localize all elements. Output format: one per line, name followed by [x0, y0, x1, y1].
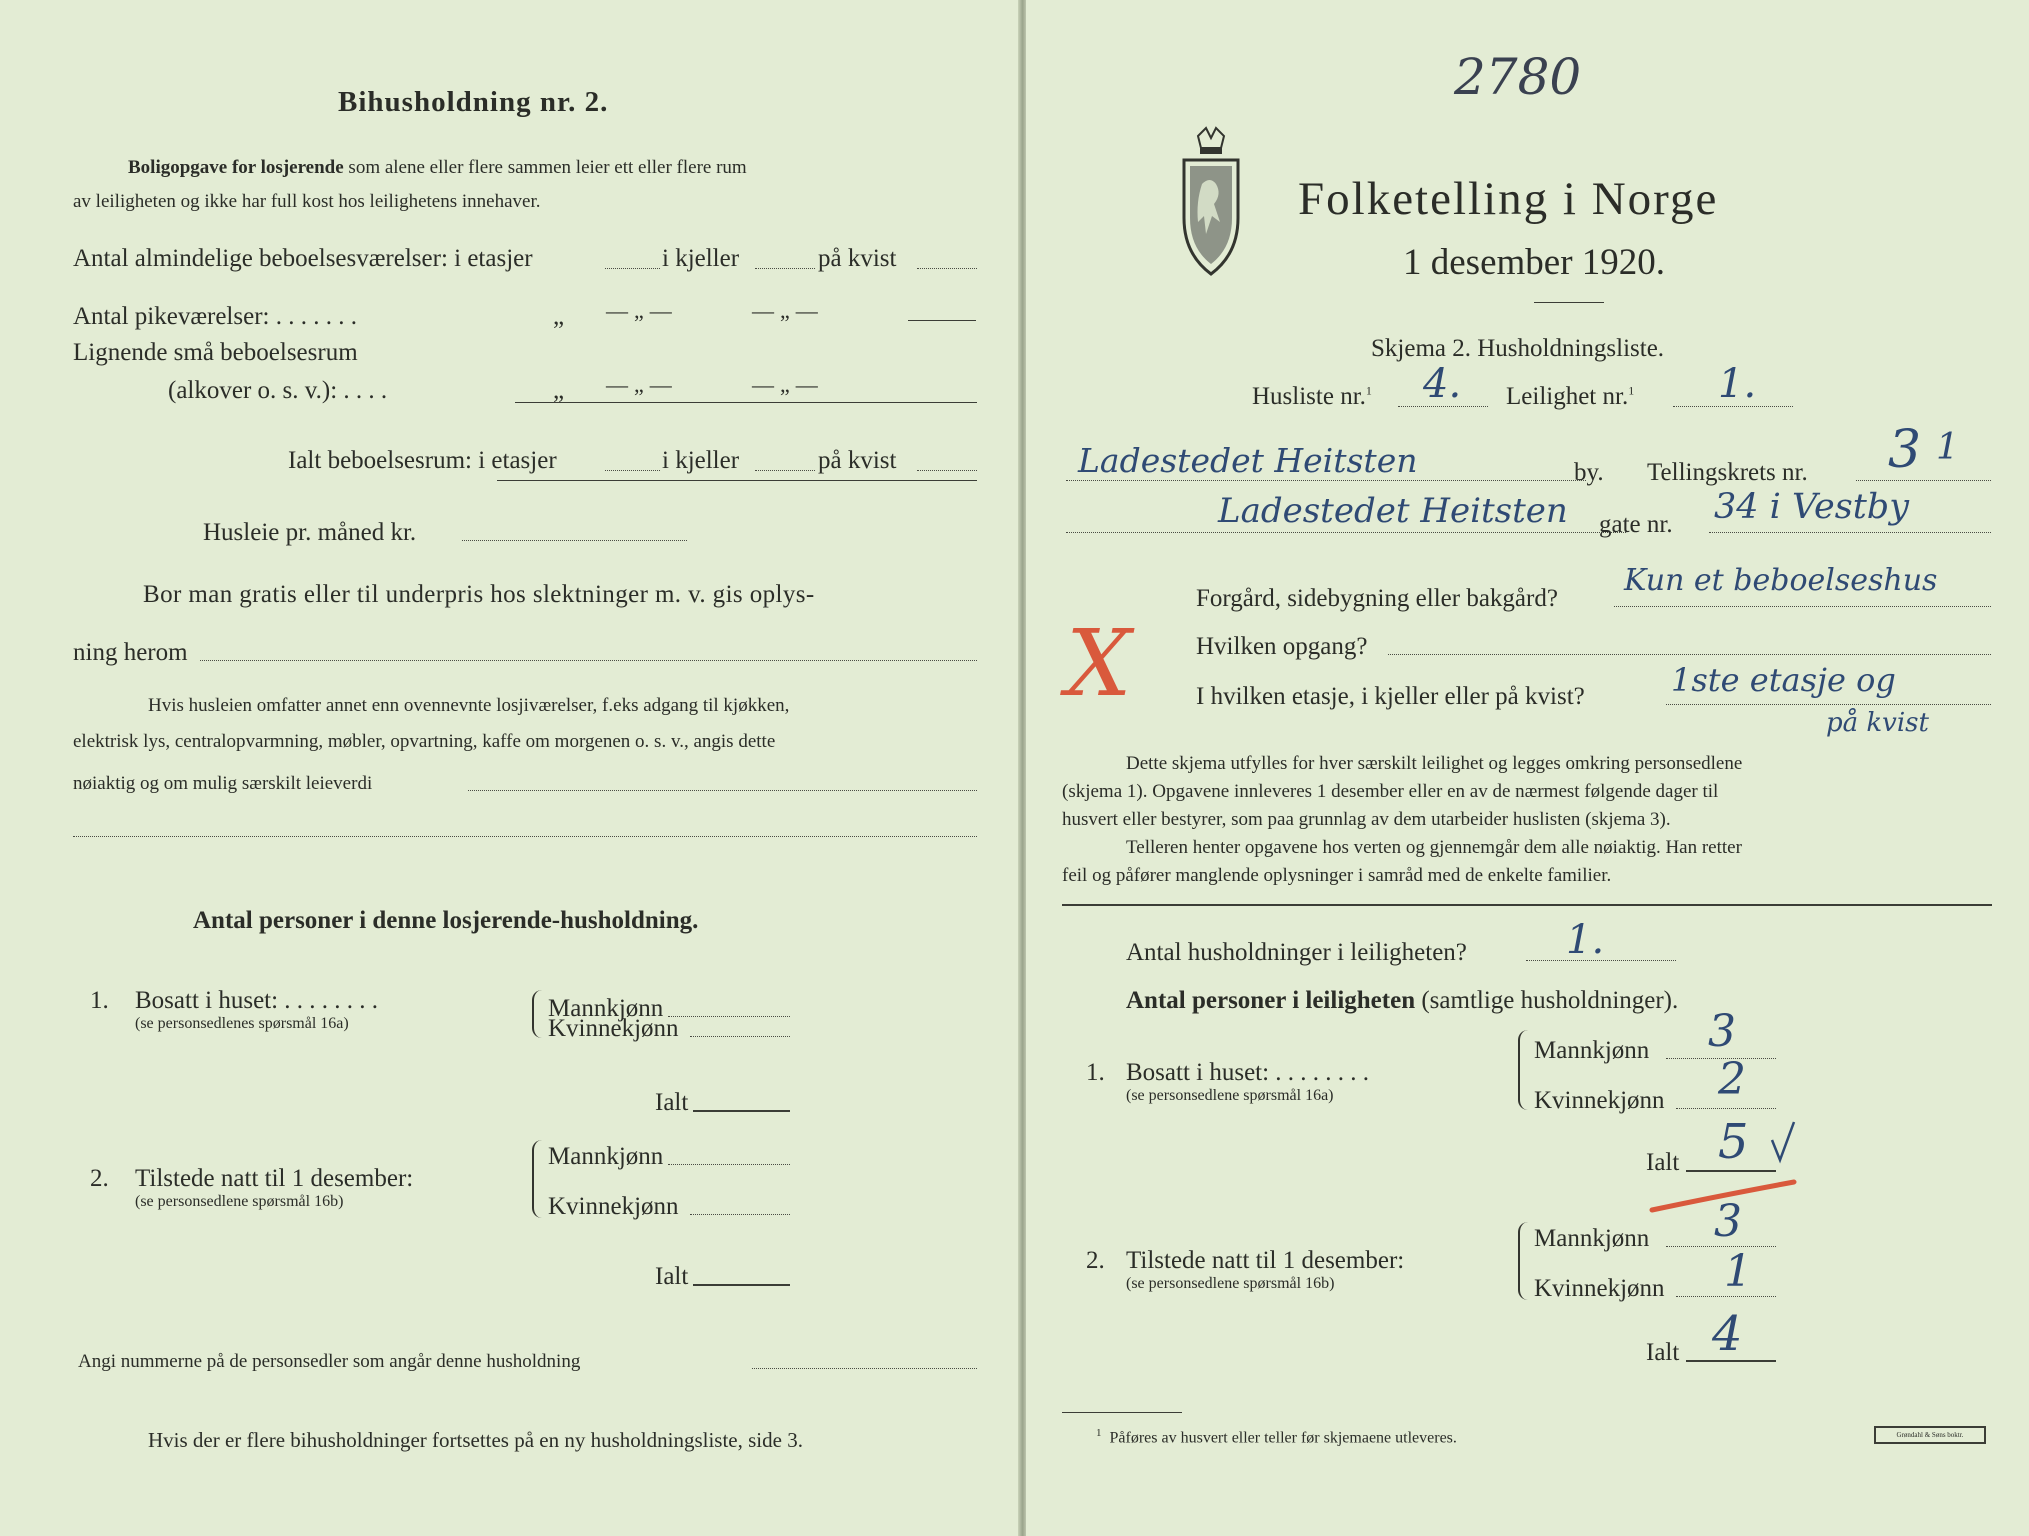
gate-value[interactable]: Ladestedet Heitsten — [1218, 491, 1568, 531]
husliste-label — [1252, 384, 1372, 409]
antal-hush-value[interactable]: 1. — [1566, 917, 1605, 963]
q1-kvinne-label: Kvinnekjønn — [1534, 1087, 1665, 1114]
q1-kvinne-label: Kvinnekjønn — [548, 1015, 679, 1042]
printer-stamp-text: Grøndahl & Søns boktr. — [1896, 1431, 1964, 1439]
schema-label: Skjema 2. Husholdningsliste. — [1371, 335, 1665, 362]
tellingskrets-line — [1856, 480, 1991, 481]
q2-ialt-value[interactable]: 4 — [1712, 1306, 1743, 1362]
antal-personer-rest: (samtlige husholdninger). — [1421, 987, 1679, 1014]
etasje-line — [1666, 704, 1991, 705]
pike-kvist-line — [908, 320, 976, 321]
q2-kvinne-line — [690, 1214, 790, 1215]
footnote-mark: 1 — [1096, 1427, 1102, 1439]
ialt-underline — [497, 480, 977, 481]
pike-ditto-kjeller: —„— — [606, 298, 678, 323]
bihusholdning-title: Bihusholdning nr. 2. — [338, 86, 609, 118]
opgang-line — [1388, 654, 1991, 655]
printer-stamp — [1874, 1426, 1986, 1444]
q1-mann-label: Mannkjønn — [1534, 1037, 1650, 1064]
q2-label: Tilstede natt til 1 desember: — [1126, 1247, 1405, 1274]
forgaard-line — [1614, 606, 1991, 607]
intro-line-1 — [128, 158, 747, 177]
instr-2: (skjema 1). Opgavene innleveres 1 desember eller en av de nærmest følgende dager til — [1062, 781, 1719, 802]
q1-kvinne-line — [1676, 1108, 1776, 1109]
gratis-line-2: ning herom — [73, 639, 188, 666]
by-line — [1066, 480, 1586, 481]
rooms-kvist-line — [917, 268, 977, 269]
q1-kvinne-value[interactable]: 2 — [1718, 1054, 1746, 1105]
q1-sub: (se personsedlenes spørsmål 16a) — [135, 1015, 349, 1032]
q1-label: Bosatt i huset: . . . . . . . . — [135, 987, 379, 1014]
angi-line — [752, 1368, 977, 1369]
q1-brace — [1518, 1030, 1528, 1110]
archive-number: 2780 — [1454, 48, 1582, 106]
leilighet-footnote-mark: 1 — [1628, 383, 1635, 398]
pike-ditto: „ — [553, 303, 565, 330]
q1-num: 1. — [1086, 1059, 1105, 1086]
by-label: by. — [1574, 459, 1604, 486]
instr-5: feil og påfører manglende oplysninger i samråd med de enkelte familier. — [1062, 865, 1612, 886]
q2-kvinne-label: Kvinnekjønn — [1534, 1275, 1665, 1302]
instr-3: husvert eller bestyrer, som paa grunnlag av dem utarbeider huslisten (skjema 3). — [1062, 809, 1671, 830]
forgaard-value[interactable]: Kun et beboelseshus — [1624, 563, 1938, 598]
gate-line — [1066, 532, 1626, 533]
q1-sub: (se personsedlene spørsmål 16a) — [1126, 1087, 1334, 1104]
lignende-ditto-kvist: —„— — [752, 372, 824, 397]
leilighet-text: Leilighet nr. — [1506, 383, 1629, 410]
antal-hush-label: Antal husholdninger i leiligheten? — [1126, 939, 1467, 966]
opgang-label: Hvilken opgang? — [1196, 633, 1368, 660]
q2-ialt-label: Ialt — [1646, 1339, 1680, 1366]
rooms-kjeller-line — [755, 268, 815, 269]
left-footer: Hvis der er flere bihusholdninger fortsettes på en ny husholdningsliste, side 3. — [148, 1428, 803, 1452]
rooms-kvist-label: på kvist — [818, 245, 897, 272]
intro-bold: Boligopgave for losjerende — [128, 157, 344, 178]
q2-brace — [1518, 1222, 1528, 1300]
census-title: Folketelling i Norge — [1298, 173, 1719, 225]
ialt-kvist-label: på kvist — [818, 447, 897, 474]
q2-sub: (se personsedlene spørsmål 16b) — [135, 1193, 344, 1210]
antal-heading: Antal personer i denne losjerende-husholdning. — [193, 907, 699, 934]
q1-ialt-value[interactable]: 5 — [1718, 1114, 1749, 1170]
forgaard-label: Forgård, sidebygning eller bakgård? — [1196, 585, 1558, 612]
q1-label: Bosatt i huset: . . . . . . . . — [1126, 1059, 1370, 1086]
footnote-line — [1096, 1428, 1457, 1446]
q2-mann-label: Mannkjønn — [1534, 1225, 1650, 1252]
q2-brace — [532, 1140, 542, 1218]
husliste-footnote-mark: 1 — [1365, 383, 1372, 398]
leilighet-label — [1506, 384, 1634, 409]
rooms-kjeller-label: i kjeller — [662, 245, 740, 272]
gate-nr-line — [1709, 532, 1991, 533]
antal-personer-bold: Antal personer i leiligheten — [1126, 987, 1416, 1014]
leieverdi-line — [468, 790, 977, 791]
angi-label: Angi nummerne på de personsedler som angår denne husholdning — [78, 1351, 581, 1372]
q2-ialt-label: Ialt — [655, 1263, 689, 1290]
q1-brace — [532, 990, 542, 1038]
husleie-label: Husleie pr. måned kr. — [203, 519, 417, 546]
q2-num: 2. — [90, 1165, 109, 1192]
lignende-label-2: (alkover o. s. v.): . . . . — [168, 377, 388, 404]
q1-ialt-line — [693, 1110, 790, 1112]
husleie-line — [462, 540, 687, 541]
pike-ditto-kvist: —„— — [752, 298, 824, 323]
intro-rest: som alene eller flere sammen leier ett eller flere rum — [348, 157, 747, 178]
q1-kvinne-line — [690, 1036, 790, 1037]
q2-num: 2. — [1086, 1247, 1105, 1274]
antal-personer-line — [1126, 988, 1678, 1013]
gate-label: gate nr. — [1599, 511, 1673, 538]
ialt-rooms-label: Ialt beboelsesrum: i etasjer — [288, 447, 557, 474]
q1-ialt-label: Ialt — [1646, 1149, 1680, 1176]
gratis-line-1: Bor man gratis eller til underpris hos slektninger m. v. gis oplys- — [143, 581, 815, 608]
instr-4: Telleren henter opgavene hos verten og gjennemgår dem alle nøiaktig. Han retter — [1126, 837, 1742, 858]
tellingskrets-label: Tellingskrets nr. — [1647, 459, 1808, 486]
q2-mann-line — [668, 1164, 790, 1165]
ialt-kjeller-label: i kjeller — [662, 447, 740, 474]
gate-nr-value[interactable]: 34 i Vestby — [1714, 487, 1909, 527]
title-rule — [1534, 302, 1604, 303]
by-value[interactable]: Ladestedet Heitsten — [1078, 441, 1418, 480]
lignende-underline — [515, 402, 977, 403]
q1-ialt-line — [1686, 1170, 1776, 1172]
rooms-label: Antal almindelige beboelsesværelser: i etasjer — [73, 245, 533, 272]
leilighet-value[interactable]: 1. — [1718, 361, 1757, 407]
q2-sub: (se personsedlene spørsmål 16b) — [1126, 1275, 1335, 1292]
tick-mark-icon — [1768, 1120, 1798, 1164]
ialt-kjeller-line — [755, 470, 815, 471]
pike-label: Antal pikeværelser: . . . . . . . — [73, 303, 357, 330]
q2-label: Tilstede natt til 1 desember: — [135, 1165, 414, 1192]
lignende-ditto: „ — [553, 377, 565, 404]
q2-mann-label: Mannkjønn — [548, 1143, 664, 1170]
right-page — [1026, 0, 2029, 1536]
hvis-line-3: nøiaktig og om mulig særskilt leieverdi — [73, 773, 373, 794]
etasje-value-1[interactable]: 1ste etasje og — [1671, 661, 1896, 699]
gratis-line — [200, 660, 977, 661]
ialt-etasjer-line — [605, 470, 660, 471]
etasje-value-2[interactable]: på kvist — [1826, 708, 1929, 738]
leieverdi-line-2 — [73, 836, 977, 837]
footnote-text: Påføres av husvert eller teller før skjemaene utleveres. — [1109, 1429, 1457, 1447]
rooms-etasjer-line — [605, 268, 660, 269]
q1-mann-value[interactable]: 3 — [1708, 1006, 1736, 1057]
q1-mann-label: Mannkjønn — [548, 995, 664, 1022]
q2-ialt-line — [693, 1284, 790, 1286]
census-date: 1 desember 1920. — [1403, 242, 1666, 283]
lignende-label-1: Lignende små beboelsesrum — [73, 339, 358, 366]
tellingskrets-value[interactable]: 3 — [1888, 420, 1922, 480]
hvis-line-2: elektrisk lys, centralopvarmning, møbler, opvartning, kaffe om morgenen o. s. v., angis dette — [73, 731, 776, 752]
tellingskrets-extra[interactable]: 1 — [1936, 427, 1959, 468]
etasje-label: I hvilken etasje, i kjeller eller på kvist? — [1196, 683, 1585, 710]
q1-num: 1. — [90, 987, 109, 1014]
q2-mann-value[interactable]: 3 — [1714, 1196, 1742, 1247]
footnote-rule — [1062, 1412, 1182, 1413]
ialt-kvist-line — [917, 470, 977, 471]
instr-1: Dette skjema utfylles for hver særskilt leilighet og legges omkring personsedlene — [1126, 753, 1743, 774]
lignende-ditto-kjeller: —„— — [606, 372, 678, 397]
husliste-text: Husliste nr. — [1252, 383, 1366, 410]
q1-ialt-label: Ialt — [655, 1089, 689, 1116]
hvis-line-1: Hvis husleien omfatter annet enn ovennevnte losjiværelser, f.eks adgang til kjøkken, — [148, 695, 790, 716]
q2-kvinne-value[interactable]: 1 — [1724, 1246, 1752, 1297]
coat-of-arms-icon — [1176, 126, 1246, 286]
q1-mann-line — [668, 1016, 790, 1017]
red-check-mark: X — [1066, 610, 1132, 717]
intro-line-2: av leiligheten og ikke har full kost hos leilighetens innehaver. — [73, 191, 541, 212]
instr-rule — [1062, 904, 1992, 906]
q2-kvinne-label: Kvinnekjønn — [548, 1193, 679, 1220]
husliste-value[interactable]: 4. — [1423, 361, 1462, 407]
